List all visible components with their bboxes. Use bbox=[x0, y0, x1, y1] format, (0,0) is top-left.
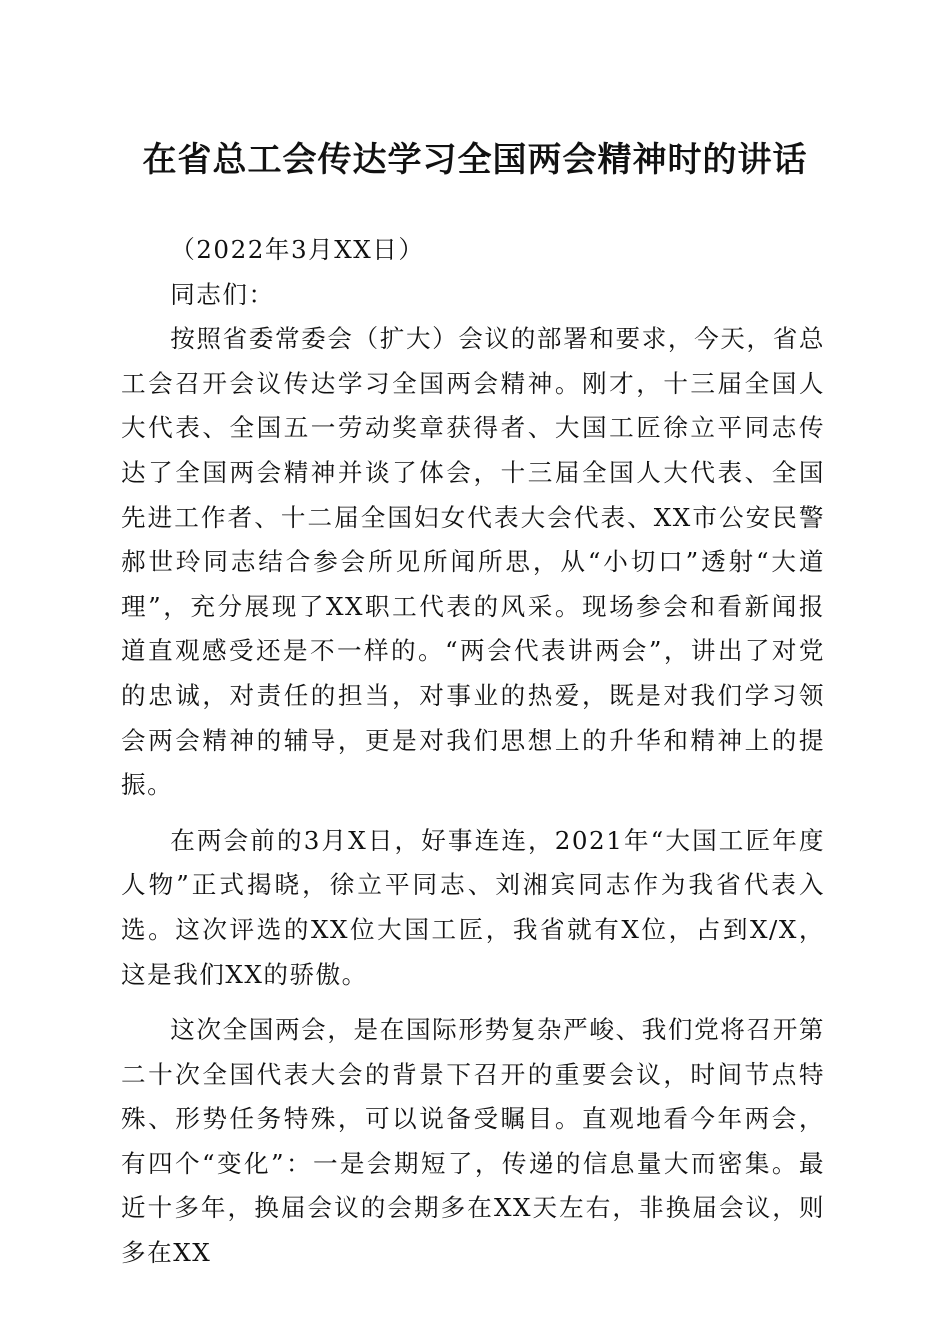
salutation: 同志们： bbox=[170, 279, 275, 309]
paragraph-1: 按照省委常委会（扩大）会议的部署和要求，今天，省总工会召开会议传达学习全国两会精神。刚才，十三届全国人大代表、全国五一劳动奖章获得者、大国工匠徐立平同志传达了全国两会精神并谈了体会，十三届全国人大代表、全国先进工作者、十二届全国妇女代表大会代表、XX市公安民警郝世玲同志结合参会所见所闻所思，从“小切口”透射“大道理”，充分展现了XX职工代表的风采。现场参会和看新闻报道直观感受还是不一样的。“两会代表讲两会”，讲出了对党的忠诚，对责任的担当，对事业的热爱，既是对我们学习领会两会精神的辅导，更是对我们思想上的升华和精神上的提振。 bbox=[121, 324, 825, 800]
document-title: 在省总工会传达学习全国两会精神时的讲话 bbox=[142, 140, 808, 180]
paragraph-2: 在两会前的3月X日，好事连连，2021年“大国工匠年度人物”正式揭晓，徐立平同志、刘湘宾同志作为我省代表入选。这次评选的XX位大国工匠，我省就有X位，占到X/X，这是我们XX的骄傲。 bbox=[121, 825, 825, 989]
document-body bbox=[121, 228, 825, 1276]
paragraph-3: 这次全国两会，是在国际形势复杂严峻、我们党将召开第二十次全国代表大会的背景下召开的重要会议，时间节点特殊、形势任务特殊，可以说备受瞩目。直观地看今年两会，有四个“变化”：一是会期短了，传递的信息量大而密集。最近十多年，换届会议的会期多在XX天左右，非换届会议，则多在XX bbox=[121, 1015, 825, 1268]
date-line: （2022年3月XX日） bbox=[170, 235, 425, 264]
